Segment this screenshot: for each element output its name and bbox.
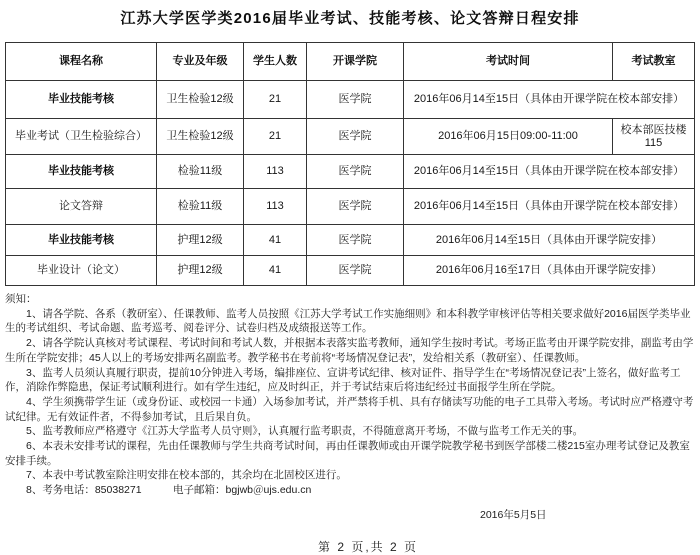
cell-time: 2016年06月14至15日（具体由开课学院在校本部安排） <box>404 155 695 189</box>
note-item: 2、请各学院认真核对考试课程、考试时间和考试人数，并根据本表落实监考教师，通知学生按时考试。考场正监考由开课学院安排，副监考由学生所在学院安排；45人以上的考场安排两名副监考。教学秘书在考前将“考场情况登记表”，发给相关系（教研室）、任课教师。 <box>5 337 694 364</box>
cell-students: 41 <box>244 256 307 286</box>
cell-time: 2016年06月14至15日（具体由开课学院在校本部安排） <box>404 189 695 225</box>
col-header-major: 专业及年级 <box>157 43 244 81</box>
col-header-time: 考试时间 <box>404 43 613 81</box>
note-item: 8、考务电话：85038271 电子邮箱：bgjwb＠ujs.edu.cn <box>26 484 312 497</box>
cell-college: 医学院 <box>307 225 404 256</box>
note-item: 3、监考人员须认真履行职责，提前10分钟进入考场，编排座位、宣讲考试纪律、核对证件、指导学生在“考场情况登记表”上签名，做好监考工作，消除作弊隐患，保证考试顺利进行。如有学生违纪，应及时纠正，并于考试结束后将违纪经过书面报学生所在学院。 <box>5 366 681 394</box>
document-date: 2016年5月5日 <box>480 508 547 521</box>
cell-college: 医学院 <box>307 256 404 286</box>
table-row <box>6 225 695 256</box>
cell-course: 论文答辩 <box>6 189 157 225</box>
cell-time: 2016年06月16至17日（具体由开课学院安排） <box>404 256 695 286</box>
notes-section <box>5 292 695 498</box>
note-item: 1、请各学院、各系（教研室）、任课教师、监考人员按照《江苏大学考试工作实施细则》和本科教学审核评估等相关要求做好2016届医学类毕业生的考试组织、考试命题、监考巡考、阅卷评分、试卷归档及成绩报送等工作。 <box>5 307 691 335</box>
cell-course: 毕业考试（卫生检验综合） <box>6 119 157 155</box>
cell-major: 检验11级 <box>157 189 244 225</box>
cell-major: 检验11级 <box>157 155 244 189</box>
table-row <box>6 189 695 225</box>
cell-course: 毕业技能考核 <box>6 81 157 119</box>
cell-college: 医学院 <box>307 81 404 119</box>
note-item: 4、学生须携带学生证（或身份证、或校园一卡通）入场参加考试，并严禁将手机、具有存储读写功能的电子工具带入考场。考试时应严格遵守考试纪律。无有效证件者，不得参加考试，且后果自负。 <box>5 395 694 423</box>
col-header-room: 考试教室 <box>613 43 695 81</box>
note-item: 6、本表未安排考试的课程，先由任课教师与学生共商考试时间，再由任课教师或由开课学院教学秘书到医学部楼二楼215室办理考试登记及教室安排手续。 <box>5 440 690 467</box>
cell-room: 校本部医技楼115 <box>613 119 695 155</box>
page-number: 第 2 页,共 2 页 <box>317 539 419 554</box>
cell-major: 护理12级 <box>157 225 244 256</box>
cell-major: 护理12级 <box>157 256 244 286</box>
table-row <box>6 81 695 119</box>
cell-major: 卫生检验12级 <box>157 119 244 155</box>
col-header-students: 学生人数 <box>244 43 307 81</box>
cell-students: 113 <box>244 189 307 225</box>
cell-college: 医学院 <box>307 189 404 225</box>
cell-students: 113 <box>244 155 307 189</box>
table-header-row <box>6 43 695 81</box>
cell-time: 2016年06月14至15日（具体由开课学院在校本部安排） <box>404 81 695 119</box>
cell-time: 2016年06月15日09:00-11:00 <box>404 119 613 155</box>
cell-course: 毕业技能考核 <box>6 225 157 256</box>
document-page <box>0 7 700 553</box>
table-row <box>6 155 695 189</box>
table-row <box>6 256 695 286</box>
note-item: 7、本表中考试教室除注明安排在校本部的，其余均在北固校区进行。 <box>26 469 347 482</box>
cell-college: 医学院 <box>307 119 404 155</box>
cell-course: 毕业技能考核 <box>6 155 157 189</box>
table-row <box>6 119 695 155</box>
cell-students: 21 <box>244 119 307 155</box>
notes-label: 须知： <box>5 293 37 305</box>
cell-college: 医学院 <box>307 155 404 189</box>
cell-course: 毕业设计（论文） <box>6 256 157 286</box>
col-header-course: 课程名称 <box>6 43 157 81</box>
col-header-college: 开课学院 <box>307 43 404 81</box>
exam-schedule-table <box>5 42 695 286</box>
cell-students: 21 <box>244 81 307 119</box>
cell-major: 卫生检验12级 <box>157 81 244 119</box>
document-title: 江苏大学医学类2016届毕业考试、技能考核、论文答辩日程安排 <box>120 10 580 27</box>
cell-students: 41 <box>244 225 307 256</box>
note-item: 5、监考教师应严格遵守《江苏大学监考人员守则》，认真履行监考职责，不得随意离开考场，不做与监考工作无关的事。 <box>26 425 584 438</box>
cell-time: 2016年06月14至15日（具体由开课学院安排） <box>404 225 695 256</box>
